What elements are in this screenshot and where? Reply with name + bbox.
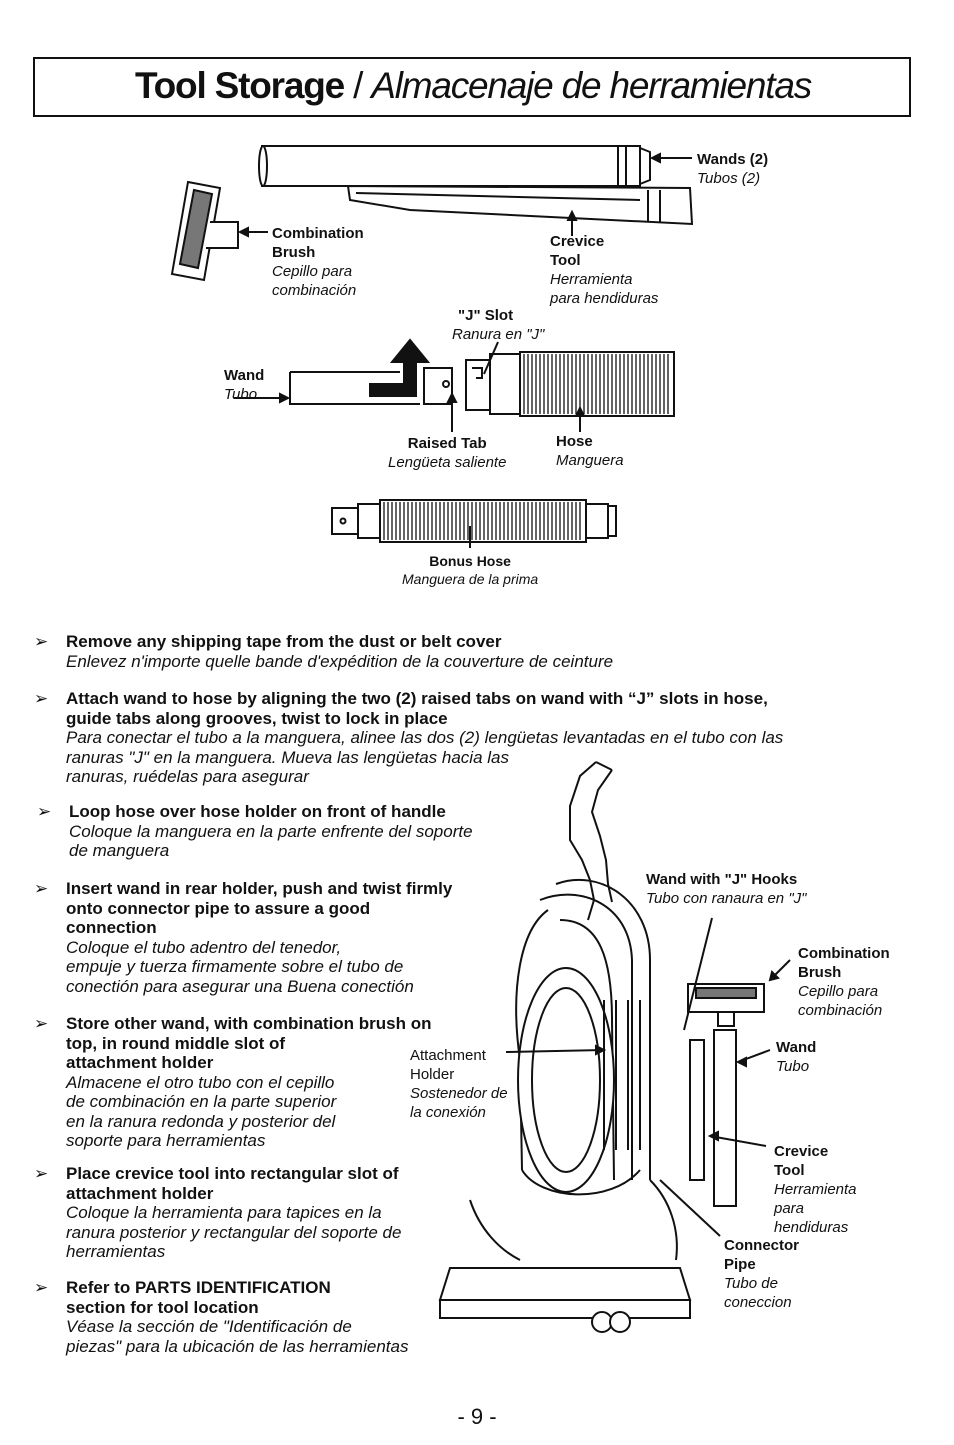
label-wands (697, 150, 768, 188)
label-hose (556, 432, 624, 470)
bullet-3-en-1: Loop hose over hose holder on front of handle (69, 802, 446, 821)
label-crevice-tool-top (550, 232, 658, 308)
label-wands-en: Wands (2) (697, 151, 769, 168)
label-combination-brush-top-en-2: Brush (272, 244, 316, 261)
label-crevice-tool-top-en-1: Crevice (550, 233, 605, 250)
bullet-6-es-2: ranura posterior y rectangular del soporte de (66, 1222, 402, 1242)
label-connector-pipe-en-2: Pipe (724, 1256, 756, 1273)
bullet-7-en-1: Refer to PARTS IDENTIFICATION (66, 1278, 331, 1297)
label-wand-mid (224, 366, 264, 404)
label-combination-brush-top-es-1: Cepillo para (272, 263, 353, 280)
bullet-5-en-3: attachment holder (66, 1053, 214, 1072)
wands-arrow (652, 154, 660, 162)
instruction-bullet-2 (34, 689, 784, 787)
title-en: Tool Storage (135, 65, 344, 106)
bullet-marker-icon: ➢ (34, 1014, 49, 1033)
bullet-3-es-1: Coloque la manguera en la parte enfrente del soporte (69, 821, 473, 841)
label-wand-mid-en: Wand (224, 367, 265, 384)
bullet-5-en-2: top, in round middle slot of (66, 1033, 286, 1053)
bullet-6-en-2: attachment holder (66, 1183, 214, 1203)
bullet-marker-icon: ➢ (34, 1164, 49, 1183)
bullet-5-es-4: soporte para herramientas (66, 1131, 266, 1150)
title-separator: / (343, 65, 372, 106)
label-bonus-hose-es: Manguera de la prima (402, 571, 539, 587)
label-hose-es: Manguera (556, 452, 624, 469)
bullet-7-es-2: piezas" para la ubicación de las herramientas (66, 1336, 409, 1356)
label-crevice-tool-top-es-1: Herramienta (550, 271, 633, 288)
bullet-4-es-1: Coloque el tubo adentro del tenedor, (66, 937, 342, 957)
bullet-4-es-2: empuje y tuerza firmamente sobre el tubo de (66, 957, 404, 976)
label-wand-right (776, 1038, 816, 1076)
bullet-7-es-1: Véase la sección de "Identificación de (66, 1317, 352, 1336)
bullet-marker-icon: ➢ (34, 632, 49, 651)
bullet-2-es-3: ranuras, ruédelas para asegurar (66, 767, 309, 786)
label-wand-j-hooks-es: Tubo con ranaura en "J" (646, 890, 807, 907)
bullet-4-en-1: Insert wand in rear holder, push and twist firmly (66, 879, 453, 898)
label-combination-brush-right (798, 944, 890, 1020)
label-crevice-tool-right-en-2: Tool (774, 1162, 805, 1179)
label-raised-tab-en: Raised Tab (407, 435, 487, 452)
label-j-slot (452, 306, 545, 344)
bullet-6-es-3: herramientas (66, 1242, 166, 1261)
label-wand-j-hooks-en: Wand with "J" Hooks (646, 871, 798, 888)
label-j-slot-en: "J" Slot (458, 307, 514, 324)
instruction-bullet-1 (34, 632, 614, 671)
wand-illustration-top (259, 146, 650, 186)
label-attachment-holder-es-2: la conexión (410, 1104, 486, 1121)
label-bonus-hose (402, 552, 538, 588)
label-combination-brush-top-es-2: combinación (272, 282, 357, 299)
bullet-6-en-1: Place crevice tool into rectangular slot of (66, 1164, 399, 1183)
combination-brush-arrow (240, 228, 248, 236)
bullet-5-es-3: en la ranura redonda y posterior del (66, 1111, 336, 1131)
bullet-2-es-2: ranuras "J" en la manguera. Mueva las lengüetas hacia las (66, 747, 509, 767)
bullet-3-es-2: de manguera (69, 841, 170, 860)
bullet-5-en-1: Store other wand, with combination brush on (66, 1014, 432, 1033)
bullet-7-en-2: section for tool location (66, 1297, 259, 1317)
wand-arrow (280, 394, 288, 402)
label-connector-pipe-es-2: coneccion (724, 1294, 792, 1311)
bullet-4-es-3: conectión para asegurar una Buena conectión (66, 976, 414, 996)
bullet-1-en-1: Remove any shipping tape from the dust or belt cover (66, 632, 502, 651)
label-attachment-holder-en-1: Attachment (410, 1047, 486, 1064)
bullet-2-en-1: Attach wand to hose by aligning the two (2) raised tabs on wand with “J” slots in hose, (66, 689, 768, 708)
label-crevice-tool-top-en-2: Tool (550, 252, 581, 269)
label-combination-brush-right-en-1: Combination (798, 945, 890, 962)
label-combination-brush-top (272, 224, 364, 300)
bullet-marker-icon: ➢ (34, 1278, 49, 1297)
bonus-hose-illustration (332, 500, 616, 542)
bullet-2-en-2: guide tabs along grooves, twist to lock in place (66, 708, 448, 728)
instruction-bullet-4 (34, 879, 453, 996)
label-wands-es: Tubos (2) (697, 170, 761, 187)
label-raised-tab (388, 434, 506, 472)
bullet-1-es-1: Enlevez n'importe quelle bande d'expédition de la couverture de ceinture (66, 651, 614, 671)
page-number: - 9 - (457, 1404, 497, 1429)
label-connector-pipe-en-1: Connector (724, 1237, 799, 1254)
label-wand-mid-es: Tubo (224, 386, 258, 403)
bullet-5-es-1: Almacene el otro tubo con el cepillo (66, 1072, 335, 1092)
bullet-5-es-2: de combinación en la parte superior (66, 1092, 337, 1111)
label-combination-brush-right-es-2: combinación (798, 1002, 883, 1019)
instruction-bullet-3 (37, 802, 473, 861)
instruction-bullet-5 (34, 1014, 432, 1151)
bullet-6-es-1: Coloque la herramienta para tapices en la (66, 1203, 382, 1222)
combination-brush-illustration-top (172, 182, 238, 280)
bullet-marker-icon: ➢ (34, 689, 49, 708)
label-j-slot-es: Ranura en "J" (452, 326, 545, 343)
label-wand-right-es: Tubo (776, 1058, 810, 1075)
bullet-4-en-3: connection (66, 918, 157, 937)
label-connector-pipe (724, 1236, 799, 1312)
right-tools-illustration (688, 984, 764, 1206)
wand-j-hooks-leader (684, 918, 712, 1030)
label-wand-right-en: Wand (776, 1039, 817, 1056)
bullet-marker-icon: ➢ (34, 879, 49, 898)
label-crevice-tool-right-es-1: Herramienta (774, 1181, 857, 1198)
label-hose-en: Hose (556, 433, 593, 450)
label-attachment-holder-es-1: Sostenedor de (410, 1085, 508, 1102)
label-connector-pipe-es-1: Tubo de (724, 1275, 778, 1292)
label-wand-j-hooks (646, 870, 806, 908)
label-crevice-tool-right-es-3: hendiduras (774, 1219, 849, 1236)
label-raised-tab-es: Lengüeta saliente (388, 454, 507, 471)
label-crevice-tool-top-es-2: para hendiduras (550, 290, 659, 307)
label-combination-brush-top-en-1: Combination (272, 225, 364, 242)
instruction-bullet-6 (34, 1164, 402, 1262)
bullet-4-en-2: onto connector pipe to assure a good (66, 898, 371, 918)
label-attachment-holder-en-2: Holder (410, 1066, 455, 1083)
label-crevice-tool-right (774, 1142, 857, 1237)
instruction-bullet-7 (34, 1278, 409, 1356)
label-combination-brush-right-es-1: Cepillo para (798, 983, 879, 1000)
crevice-tool-illustration-top (348, 186, 692, 224)
title-es: Almacenaje de herramientas (371, 65, 812, 106)
label-bonus-hose-en: Bonus Hose (429, 553, 511, 569)
bullet-2-es-1: Para conectar el tubo a la manguera, alinee las dos (2) lengüetas levantadas en el tubo con las (66, 728, 784, 747)
label-crevice-tool-right-en-1: Crevice (774, 1143, 829, 1160)
bullet-marker-icon: ➢ (37, 802, 52, 821)
label-crevice-tool-right-es-2: para (774, 1200, 805, 1217)
label-combination-brush-right-en-2: Brush (798, 964, 842, 981)
